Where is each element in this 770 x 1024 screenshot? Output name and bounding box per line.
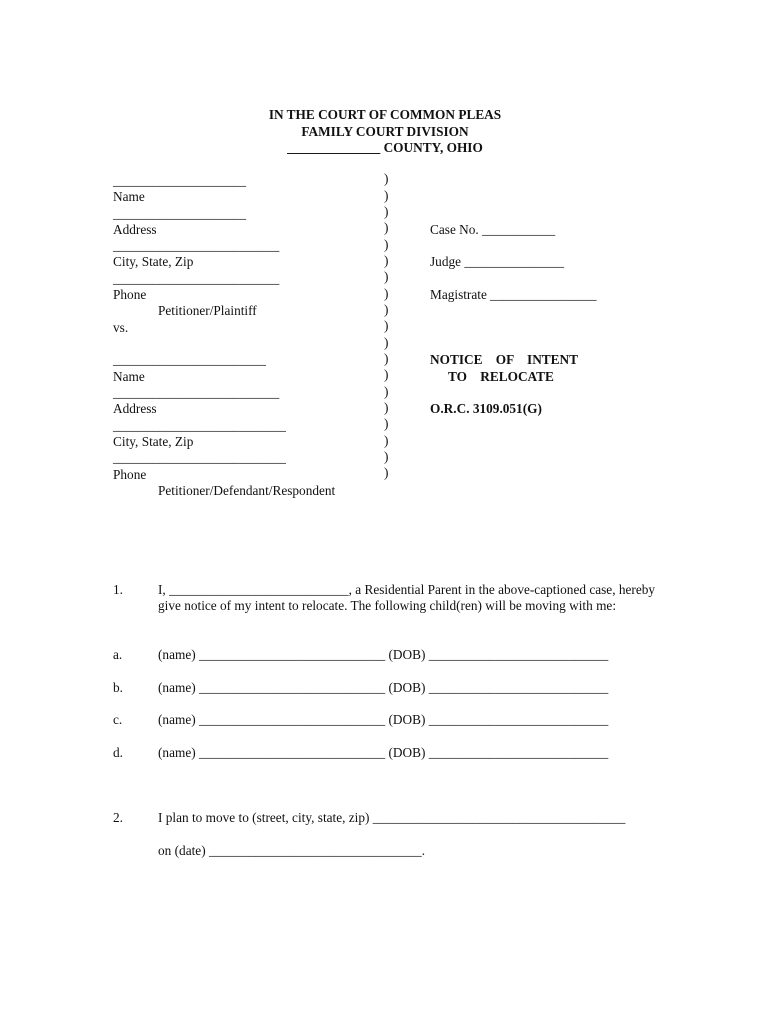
caption-paren: ): [384, 433, 389, 448]
child-b-letter: b.: [113, 680, 123, 695]
statute-reference: O.R.C. 3109.051(G): [430, 401, 542, 416]
caption-paren: ): [384, 351, 389, 366]
judge-field[interactable]: Judge _______________: [430, 254, 565, 269]
respondent-name-label: Name: [113, 369, 145, 384]
petitioner-city-label: City, State, Zip: [113, 254, 194, 269]
caption-paren: ): [384, 171, 389, 186]
caption-paren: ): [384, 286, 389, 301]
caption-paren: ): [384, 188, 389, 203]
versus-label: vs.: [113, 320, 129, 335]
section-1-number: 1.: [113, 582, 123, 597]
child-b-row[interactable]: (name) ____________________________ (DOB) ___________________________: [158, 680, 609, 695]
caption-paren: ): [384, 302, 389, 317]
caption-paren: ): [384, 335, 389, 350]
caption-paren: ): [384, 384, 389, 399]
petitioner-phone-field[interactable]: _________________________: [113, 271, 280, 286]
magistrate-field[interactable]: Magistrate ________________: [430, 287, 597, 302]
child-a-row[interactable]: (name) ____________________________ (DOB) ___________________________: [158, 647, 609, 662]
respondent-name-field[interactable]: _______________________: [113, 352, 266, 367]
child-c-row[interactable]: (name) ____________________________ (DOB) ___________________________: [158, 712, 609, 727]
child-d-row[interactable]: (name) ____________________________ (DOB) ___________________________: [158, 745, 609, 760]
petitioner-name-field[interactable]: ____________________: [113, 173, 246, 188]
caption-paren: ): [384, 367, 389, 382]
respondent-role: Petitioner/Defendant/Respondent: [158, 483, 336, 498]
caption-paren: ): [384, 220, 389, 235]
caption-paren: ): [384, 318, 389, 333]
section-1-text[interactable]: I, ___________________________, a Residential Parent in the above-captioned case, hereby give notice of my intent to relocate. The following child(ren) will be moving with me:: [158, 582, 656, 613]
case-number-field[interactable]: Case No. ___________: [430, 222, 556, 237]
caption-paren: ): [384, 416, 389, 431]
child-c-letter: c.: [113, 712, 123, 727]
petitioner-name-label: Name: [113, 189, 145, 204]
child-d-letter: d.: [113, 745, 123, 760]
move-to-field[interactable]: I plan to move to (street, city, state, zip) ______________________________________: [158, 810, 626, 825]
petitioner-address-field[interactable]: ____________________: [113, 206, 246, 221]
respondent-address-label: Address: [113, 401, 157, 416]
caption-paren: ): [384, 269, 389, 284]
petitioner-role: Petitioner/Plaintiff: [158, 303, 257, 318]
county-line[interactable]: ______________ COUNTY, OHIO: [287, 140, 483, 155]
court-division: FAMILY COURT DIVISION: [301, 124, 469, 139]
notice-subtitle: TO RELOCATE: [448, 369, 554, 384]
petitioner-address-label: Address: [113, 222, 157, 237]
notice-title: NOTICE OF INTENT: [430, 352, 579, 367]
caption-paren: ): [384, 449, 389, 464]
caption-paren: ): [384, 400, 389, 415]
respondent-phone-label: Phone: [113, 467, 147, 482]
child-a-letter: a.: [113, 647, 123, 662]
caption-paren: ): [384, 237, 389, 252]
respondent-city-field[interactable]: __________________________: [113, 418, 286, 433]
respondent-address-field[interactable]: _________________________: [113, 385, 280, 400]
caption-paren: ): [384, 465, 389, 480]
move-date-field[interactable]: on (date) ________________________________.: [158, 843, 426, 858]
respondent-phone-field[interactable]: __________________________: [113, 450, 286, 465]
petitioner-phone-label: Phone: [113, 287, 147, 302]
court-name: IN THE COURT OF COMMON PLEAS: [268, 107, 502, 122]
caption-paren: ): [384, 204, 389, 219]
section-2-number: 2.: [113, 810, 123, 825]
caption-paren: ): [384, 253, 389, 268]
petitioner-city-field[interactable]: _________________________: [113, 238, 280, 253]
respondent-city-label: City, State, Zip: [113, 434, 194, 449]
